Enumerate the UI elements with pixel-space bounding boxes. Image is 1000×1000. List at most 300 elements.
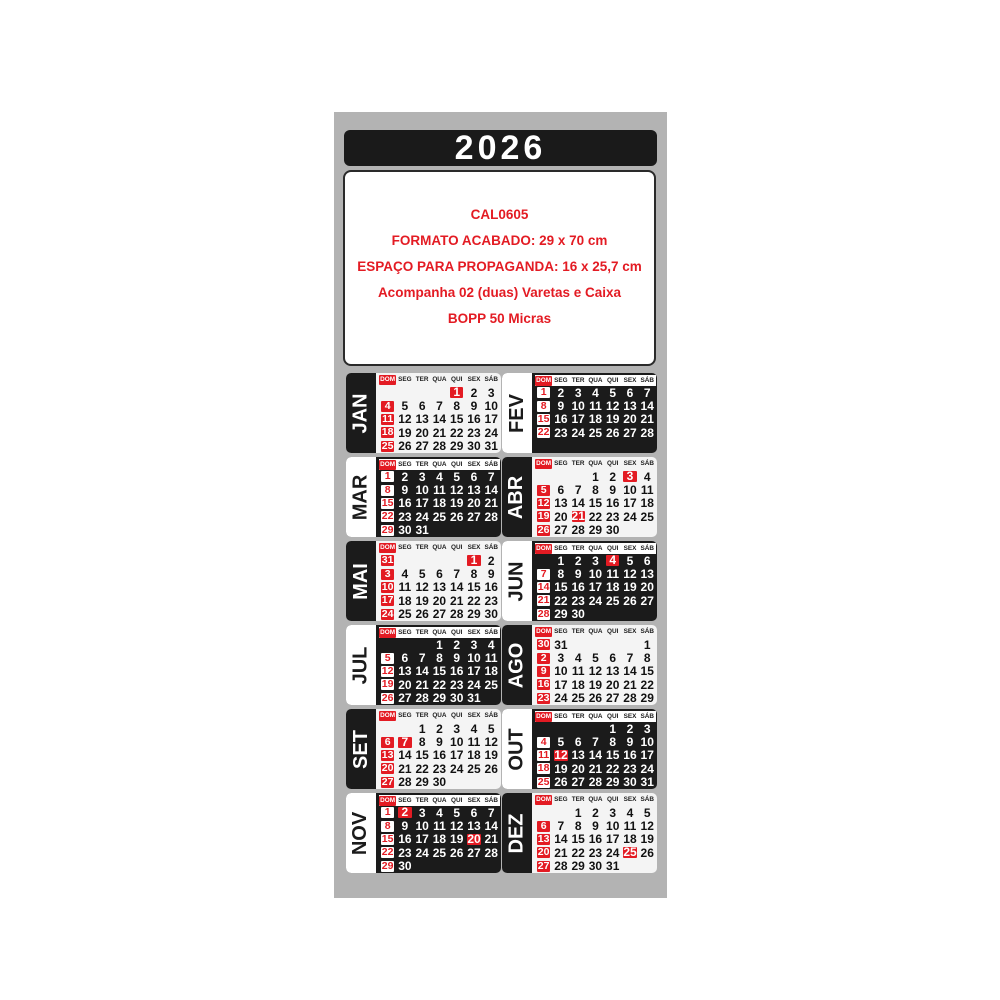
- day-cell: 18: [571, 677, 585, 692]
- day-cell: 14: [571, 496, 585, 511]
- day-cell: 26: [450, 509, 464, 524]
- day-cell: 23: [484, 593, 498, 608]
- day-cell: 12: [537, 496, 550, 509]
- weekday-seg: SEG: [554, 460, 568, 467]
- week-row: [379, 860, 500, 873]
- day-cell: 22: [640, 677, 654, 692]
- weekday-qui: QUI: [607, 460, 619, 467]
- day-cell: 27: [467, 509, 481, 524]
- week-row: [535, 735, 656, 748]
- day-cell: 6: [643, 553, 651, 568]
- day-cell: 2: [470, 385, 478, 400]
- month-grid: [379, 373, 500, 453]
- month-out: [502, 709, 657, 789]
- day-cell: 31: [640, 775, 654, 789]
- day-cell: 10: [467, 651, 481, 666]
- day-cell: 7: [418, 651, 426, 666]
- year-banner: [344, 130, 657, 166]
- day-cell: 19: [623, 580, 637, 595]
- day-cell: 7: [453, 567, 461, 582]
- week-row: [379, 554, 500, 567]
- day-cell: 25: [606, 593, 620, 608]
- day-cell: 8: [381, 485, 394, 496]
- week-row: [535, 833, 656, 846]
- day-cell: 23: [398, 845, 412, 860]
- day-cell: 20: [571, 761, 585, 776]
- day-cell: 14: [450, 580, 464, 595]
- day-cell: 7: [487, 805, 495, 820]
- day-cell: 20: [467, 496, 481, 511]
- day-cell: 11: [606, 567, 620, 582]
- day-cell: 24: [606, 845, 620, 860]
- day-cell: 12: [450, 483, 464, 498]
- week-row: [535, 860, 656, 873]
- weekday-sex: SEX: [623, 460, 637, 467]
- week-row: [535, 806, 656, 819]
- month-label: [502, 457, 532, 537]
- weekday-seg: SEG: [554, 713, 568, 720]
- day-cell: 11: [484, 651, 498, 666]
- ad-line-format: FORMATO ACABADO: 29 x 70 cm: [391, 233, 608, 248]
- day-cell: 1: [643, 637, 651, 652]
- weekday-qua: QUA: [588, 796, 603, 803]
- month-name: ABR: [505, 475, 528, 519]
- day-cell: 24: [571, 425, 585, 440]
- day-cell: 14: [398, 748, 412, 763]
- day-cell: 14: [484, 819, 498, 834]
- day-cell: 12: [588, 664, 603, 679]
- week-row: [379, 806, 500, 819]
- advertising-space: [343, 170, 656, 366]
- day-cell: 10: [640, 735, 654, 750]
- day-cell: 12: [606, 399, 620, 414]
- week-row: [379, 608, 500, 621]
- month-grid: [535, 541, 656, 621]
- day-cell: 13: [467, 819, 481, 834]
- weekday-qua: QUA: [432, 461, 447, 468]
- month-name: SET: [349, 729, 372, 769]
- day-cell: 21: [432, 425, 447, 440]
- day-cell: 15: [640, 664, 654, 679]
- weekday-dom: DOM: [380, 543, 396, 551]
- day-cell: 12: [398, 412, 412, 427]
- day-cell: 15: [606, 748, 620, 763]
- day-cell: 4: [626, 805, 634, 820]
- day-cell: 24: [588, 593, 603, 608]
- day-cell: 31: [484, 439, 498, 453]
- day-cell: 20: [537, 846, 550, 859]
- weekday-sex: SEX: [467, 544, 481, 551]
- day-cell: 21: [623, 677, 637, 692]
- day-cell: 19: [398, 425, 412, 440]
- day-cell: 30: [398, 523, 412, 537]
- day-cell: 20: [623, 412, 637, 427]
- day-cell: 2: [453, 637, 461, 652]
- month-name: NOV: [349, 811, 372, 855]
- weekday-qua: QUA: [588, 460, 603, 467]
- day-cell: 1: [381, 471, 394, 482]
- day-cell: 1: [609, 721, 617, 736]
- day-cell: 21: [450, 593, 464, 608]
- weekday-sáb: SÁB: [484, 712, 498, 719]
- weekday-qui: QUI: [451, 376, 463, 383]
- month-name: MAI: [349, 562, 372, 600]
- week-row: [535, 665, 656, 678]
- weekday-sex: SEX: [467, 712, 481, 719]
- day-cell: 28: [588, 775, 603, 789]
- day-cell: 3: [418, 805, 426, 820]
- day-cell: 17: [640, 748, 654, 763]
- day-cell: 30: [432, 775, 447, 789]
- day-cell: 5: [537, 485, 550, 496]
- day-cell: 4: [606, 555, 619, 566]
- weekday-dom: DOM: [380, 628, 396, 636]
- weekday-qua: QUA: [588, 713, 603, 720]
- month-label: [346, 457, 376, 537]
- ad-line-code: CAL0605: [470, 207, 529, 222]
- month-label: [502, 709, 532, 789]
- day-cell: 8: [436, 651, 443, 666]
- ad-line-material: BOPP 50 Micras: [447, 311, 552, 326]
- day-cell: 17: [467, 664, 481, 679]
- day-cell: 30: [467, 439, 481, 453]
- weekday-dom: DOM: [536, 459, 552, 467]
- day-cell: 28: [398, 775, 412, 789]
- day-cell: 15: [467, 580, 481, 595]
- day-cell: 20: [640, 580, 654, 595]
- day-cell: 8: [609, 735, 617, 750]
- day-cell: 7: [436, 399, 443, 414]
- day-cell: 5: [626, 553, 634, 568]
- day-cell: 30: [588, 859, 603, 873]
- day-cell: 25: [467, 761, 481, 776]
- month-name: JUN: [505, 560, 528, 602]
- month-dez: [502, 793, 657, 873]
- week-row: [535, 497, 656, 510]
- week-row: [379, 581, 500, 594]
- day-cell: 19: [381, 678, 394, 691]
- day-cell: 8: [557, 567, 565, 582]
- day-cell: 24: [450, 761, 464, 776]
- day-cell: 5: [453, 469, 461, 484]
- month-name: JUL: [349, 646, 372, 684]
- day-cell: 27: [381, 775, 394, 788]
- day-cell: 30: [623, 775, 637, 789]
- weekday-seg: SEG: [554, 628, 568, 635]
- day-cell: 3: [592, 553, 599, 568]
- month-label: [502, 625, 532, 705]
- day-cell: 2: [436, 721, 443, 736]
- day-cell: 3: [643, 721, 651, 736]
- day-cell: 11: [571, 664, 585, 679]
- weekday-qua: QUA: [432, 712, 447, 719]
- day-cell: 26: [640, 845, 654, 860]
- day-cell: 18: [588, 412, 603, 427]
- day-cell: 11: [467, 735, 481, 750]
- weekday-sex: SEX: [623, 713, 637, 720]
- day-cell: 16: [554, 412, 568, 427]
- day-cell: 8: [381, 821, 394, 832]
- day-cell: 18: [398, 593, 412, 608]
- month-name: MAR: [349, 474, 372, 520]
- month-name: FEV: [505, 393, 528, 433]
- day-cell: 9: [487, 567, 495, 582]
- day-cell: 16: [450, 664, 464, 679]
- day-cell: 18: [381, 426, 394, 439]
- day-cell: 19: [484, 748, 498, 763]
- day-cell: 29: [640, 691, 654, 705]
- day-cell: 20: [381, 762, 394, 775]
- day-cell: 22: [588, 509, 603, 524]
- day-cell: 31: [381, 554, 394, 567]
- day-cell: 9: [609, 483, 617, 498]
- day-cell: 13: [537, 832, 550, 845]
- week-row: [379, 426, 500, 439]
- weekday-qui: QUI: [451, 712, 463, 719]
- day-cell: 13: [432, 580, 447, 595]
- day-cell: 6: [381, 737, 394, 748]
- day-cell: 27: [640, 593, 654, 608]
- day-cell: 6: [574, 735, 582, 750]
- day-cell: 21: [640, 412, 654, 427]
- day-cell: 19: [537, 510, 550, 523]
- day-cell: 16: [484, 580, 498, 595]
- day-cell: 4: [592, 385, 599, 400]
- day-cell: 15: [588, 496, 603, 511]
- month-abr: [502, 457, 657, 537]
- weekday-dom: DOM: [536, 627, 552, 635]
- month-label: [346, 373, 376, 453]
- day-cell: 24: [554, 691, 568, 705]
- day-cell: 29: [571, 859, 585, 873]
- weekday-dom: DOM: [536, 712, 552, 720]
- day-cell: 9: [401, 483, 409, 498]
- day-cell: 20: [606, 677, 620, 692]
- day-cell: 25: [398, 607, 412, 621]
- day-cell: 14: [623, 664, 637, 679]
- day-cell: 13: [398, 664, 412, 679]
- day-cell: 19: [415, 593, 429, 608]
- day-cell: 12: [415, 580, 429, 595]
- day-cell: 24: [623, 509, 637, 524]
- month-nov: [346, 793, 501, 873]
- month-jul: [346, 625, 501, 705]
- day-cell: 11: [538, 748, 550, 761]
- weekday-dom: DOM: [380, 796, 396, 804]
- week-row: [379, 722, 500, 735]
- day-cell: 27: [554, 523, 568, 537]
- weekday-dom: DOM: [380, 711, 396, 719]
- day-cell: 6: [609, 651, 617, 666]
- weekday-header: [535, 793, 656, 806]
- day-cell: 10: [588, 567, 603, 582]
- day-cell: 27: [467, 845, 481, 860]
- day-cell: 21: [484, 496, 498, 511]
- day-cell: 10: [381, 580, 394, 593]
- weekday-qui: QUI: [451, 544, 463, 551]
- weekday-seg: SEG: [554, 377, 568, 384]
- day-cell: 2: [487, 553, 495, 568]
- day-cell: 2: [574, 553, 582, 568]
- day-cell: 30: [537, 638, 550, 651]
- day-cell: 4: [574, 651, 582, 666]
- month-ago: [502, 625, 657, 705]
- month-name: OUT: [505, 727, 528, 771]
- day-cell: 10: [450, 735, 464, 750]
- day-cell: 29: [415, 775, 429, 789]
- weekday-qui: QUI: [451, 461, 463, 468]
- day-cell: 3: [453, 721, 461, 736]
- day-cell: 6: [470, 469, 478, 484]
- day-cell: 21: [398, 761, 412, 776]
- day-cell: 10: [606, 819, 620, 834]
- month-label: [346, 541, 376, 621]
- week-row: [379, 483, 500, 496]
- day-cell: 9: [626, 735, 634, 750]
- week-row: [379, 510, 500, 523]
- day-cell: 29: [588, 523, 603, 537]
- weekday-header: [379, 709, 500, 722]
- day-cell: 16: [537, 678, 550, 691]
- weekday-seg: SEG: [398, 461, 412, 468]
- day-cell: 14: [554, 832, 568, 847]
- weekday-sex: SEX: [623, 377, 637, 384]
- day-cell: 18: [537, 762, 550, 775]
- day-cell: 25: [571, 691, 585, 705]
- day-cell: 16: [398, 496, 412, 511]
- day-cell: 12: [484, 735, 498, 750]
- day-cell: 6: [436, 567, 443, 582]
- week-row: [535, 386, 656, 399]
- month-grid: [535, 793, 656, 873]
- day-cell: 25: [432, 845, 447, 860]
- day-cell: 23: [606, 509, 620, 524]
- week-row: [535, 554, 656, 567]
- day-cell: 30: [484, 607, 498, 621]
- day-cell: 9: [592, 819, 599, 834]
- day-cell: 5: [401, 399, 409, 414]
- day-cell: 3: [557, 651, 565, 666]
- weekday-seg: SEG: [554, 796, 568, 803]
- day-cell: 6: [557, 483, 565, 498]
- day-cell: 10: [484, 399, 498, 414]
- day-cell: 14: [484, 483, 498, 498]
- year-title: 2026: [454, 129, 547, 167]
- weekday-ter: TER: [571, 628, 585, 635]
- weekday-sáb: SÁB: [484, 797, 498, 804]
- month-grid: [379, 793, 500, 873]
- day-cell: 4: [401, 567, 409, 582]
- day-cell: 26: [415, 607, 429, 621]
- week-row: [535, 651, 656, 664]
- day-cell: 27: [537, 859, 550, 872]
- day-cell: 29: [381, 859, 394, 872]
- day-cell: 10: [415, 483, 429, 498]
- day-cell: 31: [554, 637, 568, 652]
- weekday-sex: SEX: [623, 796, 637, 803]
- day-cell: 31: [415, 523, 429, 537]
- day-cell: 24: [415, 509, 429, 524]
- day-cell: 17: [415, 832, 429, 847]
- day-cell: 2: [592, 805, 599, 820]
- day-cell: 5: [592, 651, 599, 666]
- day-cell: 18: [623, 832, 637, 847]
- day-cell: 22: [537, 426, 550, 439]
- day-cell: 12: [450, 819, 464, 834]
- day-cell: 21: [554, 845, 568, 860]
- day-cell: 13: [381, 748, 394, 761]
- month-label: [502, 541, 532, 621]
- day-cell: 27: [415, 439, 429, 453]
- weekday-seg: SEG: [398, 797, 412, 804]
- day-cell: 5: [418, 567, 426, 582]
- month-set: [346, 709, 501, 789]
- day-cell: 27: [606, 691, 620, 705]
- day-cell: 12: [623, 567, 637, 582]
- week-row: [535, 819, 656, 832]
- month-grid: [535, 373, 656, 453]
- month-mar: [346, 457, 501, 537]
- day-cell: 1: [436, 637, 443, 652]
- day-cell: 28: [623, 691, 637, 705]
- weekday-ter: TER: [415, 461, 429, 468]
- week-row: [535, 426, 656, 439]
- day-cell: 17: [450, 748, 464, 763]
- day-cell: 26: [398, 439, 412, 453]
- day-cell: 9: [453, 651, 461, 666]
- day-cell: 21: [484, 832, 498, 847]
- weekday-header: [379, 627, 500, 638]
- day-cell: 11: [382, 412, 394, 425]
- day-cell: 15: [381, 496, 394, 509]
- week-row: [379, 833, 500, 846]
- day-cell: 3: [418, 469, 426, 484]
- day-cell: 7: [557, 819, 565, 834]
- weekday-qua: QUA: [432, 629, 447, 636]
- week-row: [535, 524, 656, 537]
- day-cell: 13: [640, 567, 654, 582]
- day-cell: 8: [574, 819, 582, 834]
- weekday-sáb: SÁB: [484, 461, 498, 468]
- day-cell: 4: [436, 805, 443, 820]
- day-cell: 8: [418, 735, 426, 750]
- day-cell: 18: [640, 496, 654, 511]
- weekday-qui: QUI: [451, 797, 463, 804]
- week-row: [535, 776, 656, 789]
- day-cell: 15: [450, 412, 464, 427]
- day-cell: 22: [432, 677, 447, 692]
- week-row: [379, 678, 500, 691]
- day-cell: 29: [381, 523, 394, 536]
- weekday-dom: DOM: [536, 376, 552, 384]
- day-cell: 11: [623, 819, 637, 834]
- week-row: [379, 497, 500, 510]
- day-cell: 22: [571, 845, 585, 860]
- week-row: [379, 651, 500, 664]
- day-cell: 17: [588, 580, 603, 595]
- month-label: [502, 793, 532, 873]
- ad-line-space: ESPAÇO PARA PROPAGANDA: 16 x 25,7 cm: [357, 259, 642, 274]
- week-row: [535, 483, 656, 496]
- weekday-header: [379, 373, 500, 386]
- day-cell: 23: [537, 691, 550, 704]
- day-cell: 27: [571, 775, 585, 789]
- day-cell: 25: [432, 509, 447, 524]
- day-cell: 4: [381, 401, 394, 412]
- weekday-sex: SEX: [623, 628, 637, 635]
- week-row: [379, 762, 500, 775]
- week-row: [535, 594, 656, 607]
